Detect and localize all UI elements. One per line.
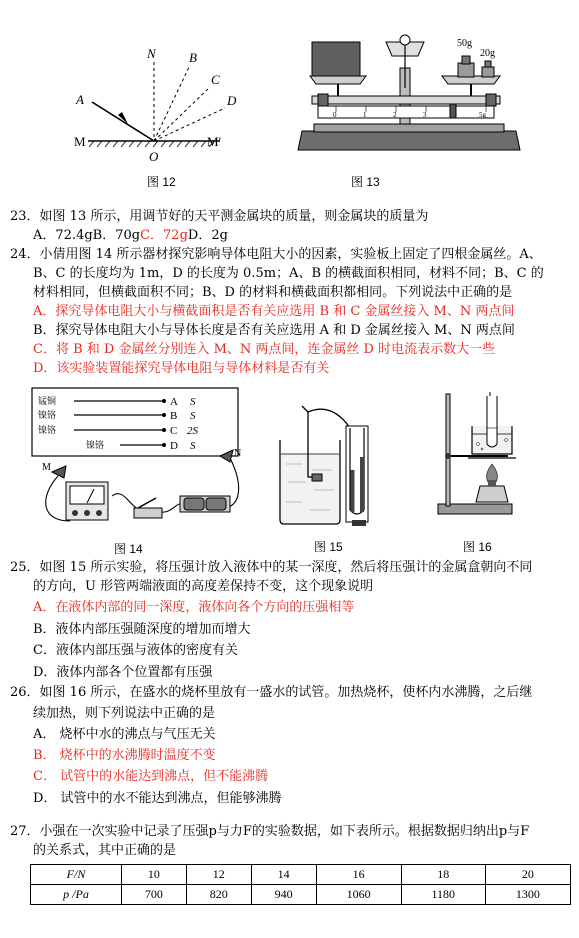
scale-tick: 5g	[479, 111, 486, 119]
table-cell: 1180	[401, 885, 485, 905]
q23-options	[33, 226, 228, 245]
q25-stem-2: 的方向，U 形管两端液面的高度差保持不变，这个现象说明	[33, 579, 374, 594]
q25-option-a: A．在液体内部的同一深度，液体向各个方向的压强相等	[33, 600, 355, 615]
figure-15-caption: 图 15	[314, 540, 343, 554]
table-row	[31, 865, 571, 885]
q26-option-a: A． 烧杯中水的沸点与气压无关	[33, 727, 216, 742]
q23-option-c: C．72g	[140, 228, 188, 243]
q23-option-d: D．2g	[187, 228, 228, 243]
table-cell: 700	[122, 885, 187, 905]
q23-option-b: B．70g	[92, 228, 141, 243]
q26-stem-2: 续加热，则下列说法中正确的是	[33, 706, 216, 721]
wire-d-letter: D	[170, 440, 178, 452]
scale-tick: 1	[363, 111, 367, 119]
q24-stem-3: 材料相同，但横截面积不同；B、D 的材料和横截面积都相同。下列说法中正确的是	[33, 285, 513, 300]
label-N: N	[147, 46, 156, 61]
table-header-p: p /Pa	[31, 885, 122, 905]
label-D: D	[227, 93, 237, 108]
label-O: O	[149, 149, 159, 164]
table-cell: 18	[401, 865, 485, 885]
label-C: C	[211, 72, 220, 87]
weight-50g-label: 50g	[457, 38, 472, 49]
wire-d-area: S	[190, 440, 196, 452]
label-M-prime: M′	[207, 134, 222, 149]
scale-tick: 2	[393, 111, 397, 119]
wire-b-material: 镍铬	[38, 410, 57, 420]
table-row	[31, 885, 571, 905]
wire-a-letter: A	[170, 396, 178, 408]
table-cell: 1060	[316, 885, 401, 905]
q24-option-d: D．该实验装置能探究导体电阻与导体材料是否有关	[33, 361, 330, 376]
q25-stem-1: 25．如图 15 所示实验，将压强计放入液体中的某一深度，然后将压强计的金属盒朝向不同	[10, 560, 533, 575]
wire-d-material: 镍铬	[86, 440, 105, 450]
table-header-f: F/N	[31, 865, 122, 885]
figure-14-caption: 图 14	[114, 542, 143, 556]
scale-tick: 0	[333, 111, 337, 119]
q23-option-a: A．72.4g	[33, 228, 93, 243]
label-A: A	[76, 92, 84, 107]
wire-b-letter: B	[170, 410, 178, 422]
label-B: B	[189, 50, 197, 65]
table-cell: 1300	[485, 885, 570, 905]
q27-stem-2: 的关系式，其中正确的是	[33, 843, 177, 858]
figure-12-caption: 图 12	[147, 175, 176, 189]
figure-13-caption: 图 13	[351, 175, 380, 189]
figure-12	[70, 40, 245, 170]
weight-20g-label: 20g	[480, 48, 495, 59]
figure-14	[30, 386, 245, 538]
q24-stem-1: 24．小倩用图 14 所示器材探究影响导体电阻大小的因素，实验板上固定了四根金属丝。A、	[10, 247, 542, 262]
q26-option-c: C． 试管中的水能达到沸点，但不能沸腾	[33, 769, 269, 784]
wire-c-letter: C	[170, 425, 178, 437]
clip-n-label: N	[234, 448, 242, 459]
q24-stem-2: B、C 的长度均为 1m，D 的长度为 0.5m；A、B 的横截面积相同，材料不同；B、C 的	[33, 266, 544, 281]
q23-stem: 23．如图 13 所示，用调节好的天平测金属块的质量，则金属块的质量为	[10, 209, 429, 224]
table-cell: 10	[122, 865, 187, 885]
figure-15	[272, 402, 377, 530]
scale-tick: 3	[423, 111, 427, 119]
table-cell: 16	[316, 865, 401, 885]
figure-16-caption: 图 16	[463, 540, 492, 554]
q27-stem-1: 27．小强在一次实验中记录了压强p与力F的实验数据，如下表所示。根据数据归纳出p与F	[10, 824, 530, 839]
wire-b-area: S	[190, 410, 196, 422]
clip-m-label: M	[42, 462, 51, 473]
label-M: M	[74, 134, 86, 149]
q25-option-c: C．液体内部压强与液体的密度有关	[33, 643, 238, 658]
q25-option-b: B．液体内部压强随深度的增加而增大	[33, 622, 251, 637]
wire-c-material: 镍铬	[38, 425, 57, 435]
table-cell: 14	[251, 865, 316, 885]
figure-13	[296, 28, 522, 160]
table-cell: 940	[251, 885, 316, 905]
q26-stem-1: 26．如图 16 所示，在盛水的烧杯里放有一盛水的试管。加热烧杯，使杯内水沸腾，之后继	[10, 685, 533, 700]
figure-16	[432, 392, 524, 524]
table-cell: 12	[186, 865, 251, 885]
q26-option-d: D． 试管中的水不能达到沸点，但能够沸腾	[33, 791, 282, 806]
q24-option-a: A．探究导体电阻大小与横截面积是否有关应选用 B 和 C 金属丝接入 M、N 两点间	[33, 304, 515, 319]
q26-option-b: B． 烧杯中的水沸腾时温度不变	[33, 748, 216, 763]
q27-data-table	[30, 864, 571, 905]
q24-option-b: B．探究导体电阻大小与导体长度是否有关应选用 A 和 D 金属丝接入 M、N 两点间	[33, 323, 515, 338]
table-cell: 20	[485, 865, 570, 885]
q25-option-d: D．液体内部各个位置都有压强	[33, 665, 213, 680]
wire-a-material: 锰铜	[38, 396, 57, 406]
table-cell: 820	[186, 885, 251, 905]
q24-option-c: C．将 B 和 D 金属丝分别连入 M、N 两点间，连金属丝 D 时电流表示数大一些	[33, 342, 496, 357]
wire-c-area: 2S	[187, 425, 198, 437]
wire-a-area: S	[190, 396, 196, 408]
